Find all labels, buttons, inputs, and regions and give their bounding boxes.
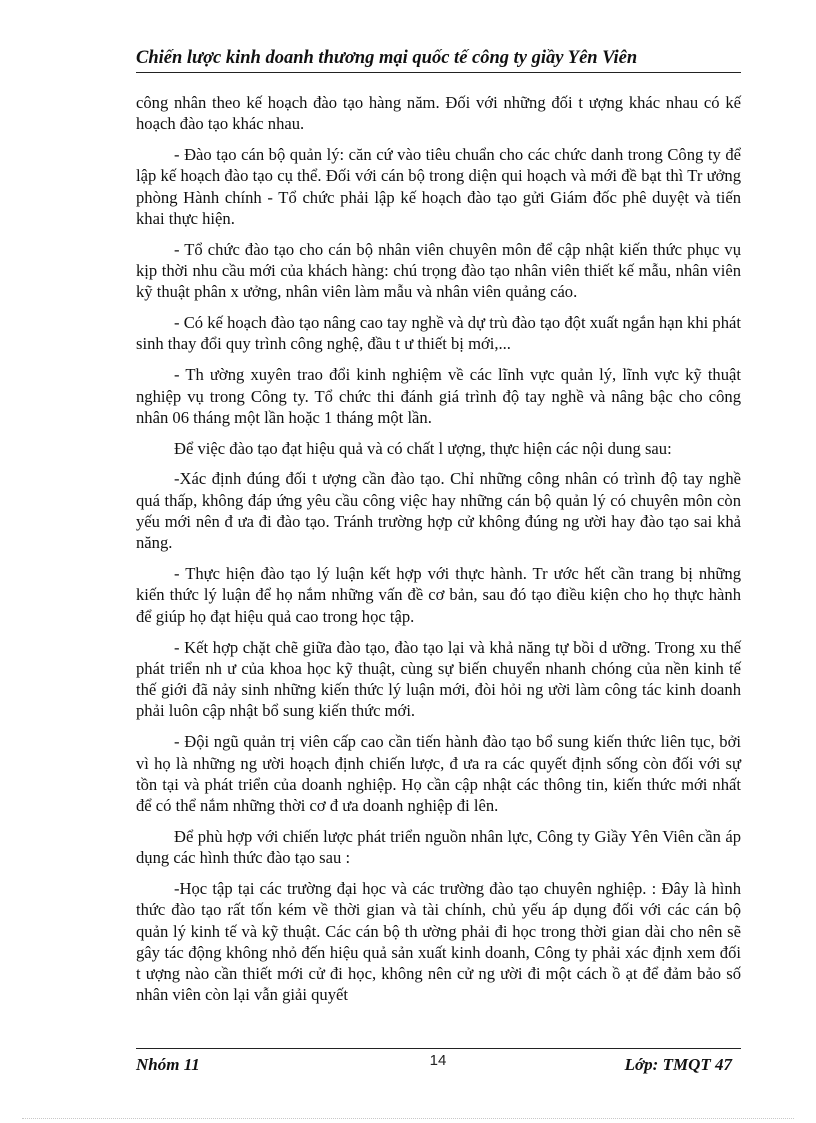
paragraph-3: - Tổ chức đào tạo cho cán bộ nhân viên chuyên môn để cập nhật kiến thức phục vụ kịp thời nhu cầu mới của khách hàng: chú trọng đào tạo nhân viên thiết kế mẫu, nhân viên kỹ thuật phân x ưởng, nhân viên làm mẫu và nhân viên quảng cáo. <box>136 239 741 302</box>
paragraph-5: - Th ường xuyên trao đổi kinh nghiệm về các lĩnh vực quản lý, lĩnh vực kỹ thuật nghiệp vụ trong Công ty. Tổ chức thi đánh giá trình độ tay nghề và nâng bậc cho công nhân 06 tháng một lần hoặc 1 tháng một lần. <box>136 365 741 427</box>
paragraph-7: -Xác định đúng đối t ượng cần đào tạo. Chỉ những công nhân có trình độ tay nghề quá thấp, không đáp ứng yêu cầu công việc hay những cán bộ quản lý có chuyên môn còn yếu mới nên đ ưa đi đào tạo. Tránh trường hợp cử không đúng ng ười hay đào tạo sai khả năng. <box>136 469 741 553</box>
paragraph-4: - Có kế hoạch đào tạo nâng cao tay nghề và dự trù đào tạo đột xuất ngắn hạn khi phát sinh thay đổi quy trình công nghệ, đầu t ư thiết bị mới,... <box>136 313 741 354</box>
paragraph-2: - Đào tạo cán bộ quản lý: căn cứ vào tiêu chuẩn cho các chức danh trong Công ty để lập kế hoạch đào tạo cụ thể. Đối với cán bộ trong diện qui hoạch và mới đề bạt thì Tr ưởng phòng Hành chính - Tổ chức phải lập kế hoạch đào tạo gửi Giám đốc phê duyệt và tiến khai thực hiện. <box>136 145 741 228</box>
footer-group-label: Nhóm 11 <box>136 1055 200 1074</box>
paragraph-1: công nhân theo kế hoạch đào tạo hàng năm. Đối với những đối t ượng khác nhau có kế hoạch đào tạo khác nhau. <box>136 93 741 134</box>
running-header: Chiến lược kinh doanh thương mại quốc tế công ty giầy Yên Viên <box>136 48 638 68</box>
paragraph-9: - Kết hợp chặt chẽ giữa đào tạo, đào tạo lại và khả năng tự bồi d ưỡng. Trong xu thế phát triển nh ư của khoa học kỹ thuật, cùng sự biến chuyển nhanh chóng của nền kinh tế thế giới đã nảy sinh những kiến thức lý luận mới, đòi hỏi ng ười làm công tác kinh doanh phải luôn cập nhật bổ sung kiến thức mới. <box>136 637 741 721</box>
paragraph-10: - Đội ngũ quản trị viên cấp cao cần tiến hành đào tạo bổ sung kiến thức liên tục, bởi vì họ là những ng ười hoạch định chiến lược, đ ưa ra các quyết định sống còn đối với sự tồn tại và phát triển của doanh nghiệp. Họ cần cập nhật các thông tin, kiến thức mới nhất để có thể nắm những thời cơ đ ưa doanh nghiệp đi lên. <box>136 732 741 816</box>
footer-class-label: Lớp: TMQT 47 <box>624 1055 732 1074</box>
paragraph-8: - Thực hiện đào tạo lý luận kết hợp với thực hành. Tr ước hết cần trang bị những kiến thức lý luận để họ nắm những vấn đề cơ bản, sau đó tạo điều kiện cho họ thực hành để giúp họ đạt hiệu quả cao trong học tập. <box>136 564 741 626</box>
page-number: 14 <box>429 1052 447 1069</box>
page-edge-divider <box>22 1118 794 1119</box>
paragraph-12: -Học tập tại các trường đại học và các trường đào tạo chuyên nghiệp. : Đây là hình thức đào tạo rất tốn kém về thời gian và tài chính, chủ yếu áp dụng đối với các cán bộ quản lý kinh tế và kỹ thuật. Các cán bộ th ường phải đi học trong thời gian dài cho nên sẽ gây tác động không nhỏ đến hiệu quả sản xuất kinh doanh, Công ty phải xác định xem đối t ượng nào cần thiết mới cử đi học, không nên cử ng ười đi một cách ồ ạt để đảm bảo số nhân viên còn lại vẫn giải quyết <box>136 879 741 1005</box>
footer-rule <box>136 1048 741 1049</box>
paragraph-11: Để phù hợp với chiến lược phát triển nguồn nhân lực, Công ty Giầy Yên Viên cần áp dụng các hình thức đào tạo sau : <box>136 826 741 868</box>
body-text <box>136 92 741 1015</box>
paragraph-6: Để việc đào tạo đạt hiệu quả và có chất l ượng, thực hiện các nội dung sau: <box>174 438 672 458</box>
header-rule <box>136 72 741 73</box>
